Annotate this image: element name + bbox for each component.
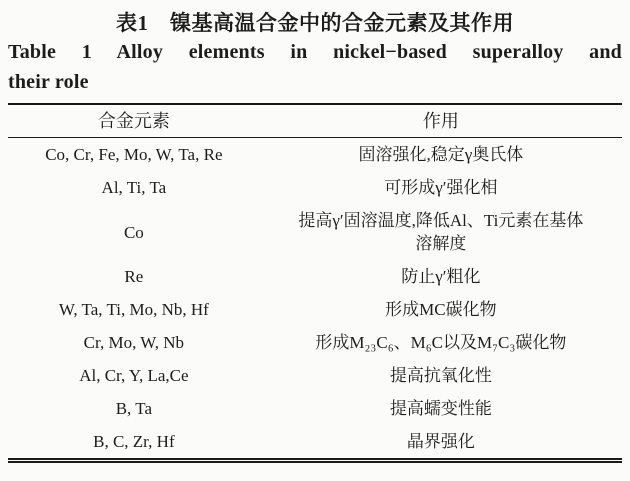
- table-row: [8, 138, 622, 172]
- table-caption-en-line2: their role: [8, 71, 89, 93]
- role-cell: 形成M₂₃C₆、M₆C以及M₇C₃碳化物: [315, 333, 567, 352]
- role-cell: 形成MC碳化物: [385, 300, 497, 319]
- table-row: [8, 425, 622, 461]
- table-row: [8, 392, 622, 425]
- elements-cell: Co, Cr, Fe, Mo, W, Ta, Re: [45, 145, 223, 164]
- table-row: [8, 171, 622, 204]
- elements-cell: Cr, Mo, W, Nb: [83, 333, 185, 352]
- role-cell: 可形成γ′强化相: [384, 178, 498, 197]
- role-cell: 晶界强化: [406, 432, 475, 451]
- table-row: [8, 293, 622, 326]
- elements-cell: Al, Ti, Ta: [101, 178, 167, 197]
- table-row: [8, 326, 622, 359]
- role-cell: 提高抗氧化性: [389, 366, 492, 385]
- table-caption-en-line1: Table 1 Alloy elements in nickel−based superalloy and: [8, 41, 622, 63]
- table-header: [8, 104, 622, 138]
- table-body: [8, 138, 622, 461]
- elements-cell: Re: [124, 267, 144, 286]
- table-row: [8, 359, 622, 392]
- table-row: [8, 260, 622, 293]
- role-cell: 提高γ′固溶温度,降低Al、Ti元素在基体 溶解度: [298, 211, 584, 253]
- table-caption-zh: 表1 镍基高温合金中的合金元素及其作用: [116, 11, 514, 35]
- role-cell: 防止γ′粗化: [401, 267, 481, 286]
- header-role: 作用: [260, 104, 622, 138]
- elements-cell: B, Ta: [115, 399, 152, 418]
- role-cell: 提高蠕变性能: [389, 399, 492, 418]
- alloy-elements-table: [8, 103, 622, 463]
- table-header-row: [8, 104, 622, 138]
- table-row: [8, 204, 622, 260]
- elements-cell: B, C, Zr, Hf: [93, 432, 175, 451]
- header-elements: 合金元素: [8, 104, 260, 138]
- elements-cell: W, Ta, Ti, Mo, Nb, Hf: [58, 300, 209, 319]
- role-cell: 固溶强化,稳定γ奥氏体: [358, 145, 524, 164]
- elements-cell: Co: [123, 222, 144, 242]
- elements-cell: Al, Cr, Y, La,Ce: [79, 366, 189, 385]
